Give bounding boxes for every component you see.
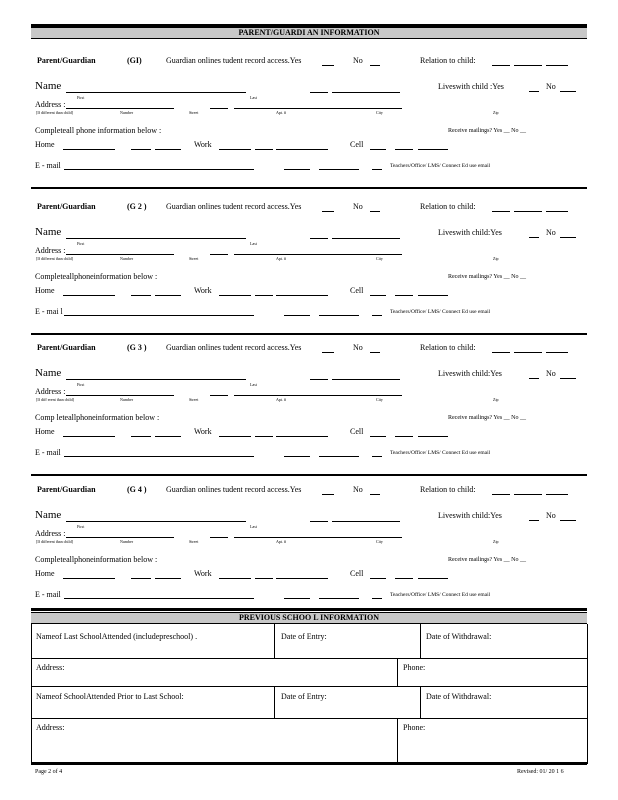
cell-phone-label: Cell (350, 569, 364, 578)
cell-phone-field-1[interactable] (370, 578, 386, 579)
address-sublabel-city: City (376, 256, 383, 261)
address-sublabel-number: Number (120, 539, 134, 544)
email-field-3[interactable] (319, 456, 359, 457)
home-phone-field-2[interactable] (131, 295, 151, 296)
email-field[interactable] (64, 598, 254, 599)
cell-phone-field-2[interactable] (395, 295, 413, 296)
last-sublabel: Last (250, 382, 257, 387)
last-name-field-2[interactable] (332, 379, 400, 380)
home-phone-field-3[interactable] (155, 295, 181, 296)
address-street-field[interactable] (210, 395, 228, 396)
relation-field-2[interactable] (514, 352, 542, 353)
section-header (31, 27, 587, 39)
lives-with-label: Liveswith child:Yes (438, 228, 502, 237)
email-field-2[interactable] (284, 456, 310, 457)
address-sublabel-number: Number (120, 256, 134, 261)
relation-field-2[interactable] (514, 65, 542, 66)
work-phone-field-1[interactable] (219, 295, 251, 296)
previous-title: PREVIOUS SCHOO L INFORMATION (238, 613, 380, 622)
guardian-block-1 (0, 42, 618, 190)
phone-label-1: Phone: (403, 663, 426, 672)
home-phone-field-1[interactable] (63, 578, 115, 579)
relation-field-3[interactable] (546, 65, 568, 66)
address-sublabel-zip: Zip (493, 397, 499, 402)
address-sublabel-apt: Apt. # (276, 539, 286, 544)
access-no-label: No (353, 202, 363, 211)
teachers-check-field[interactable] (372, 598, 382, 599)
address-sublabel-street: Street (189, 110, 199, 115)
lives-with-label: Liveswith child:Yes (438, 511, 502, 520)
teachers-check-field[interactable] (372, 456, 382, 457)
access-no-field[interactable] (370, 494, 380, 495)
address-sublabel-note: [If different than child] (36, 539, 73, 544)
row-rule-2 (31, 686, 587, 687)
relation-field-3[interactable] (546, 494, 568, 495)
address-number-field[interactable] (66, 537, 174, 538)
address-label-2: Address: (36, 723, 65, 732)
address-street-field[interactable] (210, 108, 228, 109)
access-yes-field[interactable] (322, 211, 334, 212)
relation-field-3[interactable] (546, 211, 568, 212)
last-sublabel: Last (250, 524, 257, 529)
email-field-3[interactable] (319, 315, 359, 316)
email-field[interactable] (64, 456, 254, 457)
relation-field-1[interactable] (492, 65, 510, 66)
lives-with-label: Liveswith child :Yes (438, 82, 504, 91)
phone-label-2: Phone: (403, 723, 426, 732)
lives-no-label: No (546, 82, 556, 91)
relation-label: Relation to child: (420, 343, 476, 352)
email-field[interactable] (64, 315, 254, 316)
access-no-field[interactable] (370, 211, 380, 212)
bottom-rule (31, 762, 587, 765)
cell-divider-6 (397, 718, 398, 764)
address-number-field[interactable] (66, 108, 174, 109)
online-access-label: Guardian onlines tudent record access.Yes (166, 202, 302, 211)
home-phone-label: Home (35, 427, 55, 436)
table-right-border (587, 624, 588, 764)
online-access-label: Guardian onlines tudent record access.Yes (166, 343, 302, 352)
work-phone-field-2[interactable] (255, 578, 273, 579)
row-rule-3 (31, 718, 587, 719)
address-sublabel-street: Street (189, 397, 199, 402)
mailings-label: Receive mailings? Yes __ No __ (448, 128, 526, 134)
teachers-check-field[interactable] (372, 169, 382, 170)
teachers-email-label: Teachers/Office/ LMS/ Connect Ed use email (390, 163, 491, 169)
last-name-field-1[interactable] (310, 238, 328, 239)
mailings-label: Receive mailings? Yes __ No __ (448, 274, 526, 280)
last-sublabel: Last (250, 95, 257, 100)
withdrawal-date-label-2: Date of Withdrawal: (426, 692, 492, 701)
address-sublabel-note: [If different than child] (36, 110, 73, 115)
last-name-field-1[interactable] (310, 379, 328, 380)
address-label: Address : (35, 529, 66, 538)
name-label: Name (35, 226, 62, 238)
home-phone-field-1[interactable] (63, 295, 115, 296)
email-field-2[interactable] (284, 598, 310, 599)
lives-no-label: No (546, 511, 556, 520)
lives-no-field[interactable] (560, 91, 576, 92)
address-sublabel-street: Street (189, 539, 199, 544)
home-phone-field-2[interactable] (131, 149, 151, 150)
address-sublabel-number: Number (120, 397, 134, 402)
address-street-field[interactable] (210, 537, 228, 538)
teachers-email-label: Teachers/Office/ LMS/ Connect Ed use email (390, 450, 491, 456)
address-city-field[interactable] (234, 395, 402, 396)
relation-field-1[interactable] (492, 352, 510, 353)
lives-no-label: No (546, 228, 556, 237)
first-name-field[interactable] (66, 521, 246, 522)
address-label: Address : (35, 100, 66, 109)
previous-header (31, 612, 587, 624)
access-no-field[interactable] (370, 352, 380, 353)
prior-school-label: Nameof SchoolAttended Prior to Last School: (36, 692, 184, 701)
address-city-field[interactable] (234, 537, 402, 538)
relation-field-2[interactable] (514, 494, 542, 495)
email-field-2[interactable] (284, 169, 310, 170)
home-phone-label: Home (35, 569, 55, 578)
first-name-field[interactable] (66, 238, 246, 239)
access-yes-field[interactable] (322, 352, 334, 353)
address-sublabel-street: Street (189, 256, 199, 261)
work-phone-field-3[interactable] (276, 578, 328, 579)
work-phone-label: Work (194, 569, 212, 578)
guardian-block-2 (0, 188, 618, 336)
email-label: E - mail (35, 590, 61, 599)
access-no-label: No (353, 343, 363, 352)
withdrawal-date-label: Date of Withdrawal: (426, 632, 492, 641)
work-phone-field-1[interactable] (219, 149, 251, 150)
first-sublabel: First (77, 241, 85, 246)
cell-divider-1 (274, 624, 275, 658)
email-field-2[interactable] (284, 315, 310, 316)
home-phone-field-1[interactable] (63, 149, 115, 150)
address-sublabel-city: City (376, 397, 383, 402)
address-label-1: Address: (36, 663, 65, 672)
guardian-id-label: (G 4 ) (127, 485, 147, 494)
work-phone-field-1[interactable] (219, 578, 251, 579)
work-phone-label: Work (194, 286, 212, 295)
guardian-block-4 (0, 471, 618, 619)
row-rule-1 (31, 658, 587, 659)
home-phone-label: Home (35, 286, 55, 295)
email-label: E - mai l (35, 307, 63, 316)
online-access-label: Guardian onlines tudent record access.Yes (166, 485, 302, 494)
work-phone-field-2[interactable] (255, 149, 273, 150)
address-sublabel-zip: Zip (493, 256, 499, 261)
guardian-id-label: (G 2 ) (127, 202, 147, 211)
address-sublabel-zip: Zip (493, 539, 499, 544)
cell-phone-label: Cell (350, 286, 364, 295)
home-phone-field-2[interactable] (131, 578, 151, 579)
lives-no-field[interactable] (560, 378, 576, 379)
work-phone-field-3[interactable] (276, 436, 328, 437)
lives-yes-field[interactable] (529, 237, 539, 238)
lives-no-field[interactable] (560, 520, 576, 521)
mailings-label: Receive mailings? Yes __ No __ (448, 415, 526, 421)
cell-phone-field-1[interactable] (370, 295, 386, 296)
parent-guardian-label: Parent/Guardian (37, 202, 96, 211)
first-sublabel: First (77, 95, 85, 100)
access-no-label: No (353, 485, 363, 494)
relation-label: Relation to child: (420, 485, 476, 494)
address-city-field[interactable] (234, 108, 402, 109)
table-left-border (31, 624, 32, 764)
relation-label: Relation to child: (420, 202, 476, 211)
address-sublabel-note: [If diff erent than child] (36, 397, 74, 402)
address-sublabel-apt: Apt. # (276, 397, 286, 402)
revised-date: Revised: 01/ 20 1 6 (517, 769, 564, 775)
address-label: Address : (35, 387, 66, 396)
lives-no-field[interactable] (560, 237, 576, 238)
home-phone-label: Home (35, 140, 55, 149)
teachers-check-field[interactable] (372, 315, 382, 316)
teachers-email-label: Teachers/Office/ LMS/ Connect Ed use email (390, 309, 491, 315)
address-city-field[interactable] (234, 254, 402, 255)
parent-guardian-label: Parent/Guardian (37, 343, 96, 352)
last-school-label: Nameof Last SchoolAttended (includepreschool) . (36, 632, 198, 641)
first-sublabel: First (77, 382, 85, 387)
first-name-field[interactable] (66, 92, 246, 93)
address-sublabel-number: Number (120, 110, 134, 115)
previous-top-rule (31, 608, 587, 611)
last-name-field-1[interactable] (310, 521, 328, 522)
name-label: Name (35, 367, 62, 379)
last-name-field-2[interactable] (332, 92, 400, 93)
name-label: Name (35, 80, 62, 92)
email-field-3[interactable] (319, 169, 359, 170)
access-no-label: No (353, 56, 363, 65)
email-label: E - mail (35, 161, 61, 170)
cell-phone-field-1[interactable] (370, 149, 386, 150)
access-yes-field[interactable] (322, 65, 334, 66)
cell-phone-field-3[interactable] (418, 295, 448, 296)
address-sublabel-zip: Zip (493, 110, 499, 115)
cell-phone-field-2[interactable] (395, 578, 413, 579)
entry-date-label-2: Date of Entry: (281, 692, 327, 701)
relation-field-1[interactable] (492, 494, 510, 495)
guardian-id-label: (G 3 ) (127, 343, 147, 352)
email-field[interactable] (64, 169, 254, 170)
cell-phone-field-2[interactable] (395, 149, 413, 150)
phone-info-label: Completeallphoneinformation below : (35, 272, 158, 281)
cell-divider-5 (420, 686, 421, 718)
phone-info-label: Completeallphoneinformation below : (35, 555, 158, 564)
address-sublabel-city: City (376, 539, 383, 544)
lives-yes-field[interactable] (529, 378, 539, 379)
home-phone-field-3[interactable] (155, 436, 181, 437)
work-phone-field-3[interactable] (276, 149, 328, 150)
cell-phone-label: Cell (350, 427, 364, 436)
cell-divider-3 (397, 658, 398, 686)
phone-info-label: Comp leteallphoneinformation below : (35, 413, 160, 422)
address-label: Address : (35, 246, 66, 255)
lives-no-label: No (546, 369, 556, 378)
home-phone-field-2[interactable] (131, 436, 151, 437)
online-access-label: Guardian onlines tudent record access.Yes (166, 56, 302, 65)
relation-label: Relation to child: (420, 56, 476, 65)
work-phone-label: Work (194, 140, 212, 149)
address-sublabel-apt: Apt. # (276, 256, 286, 261)
relation-field-3[interactable] (546, 352, 568, 353)
cell-phone-field-3[interactable] (418, 578, 448, 579)
work-phone-field-2[interactable] (255, 295, 273, 296)
teachers-email-label: Teachers/Office/ LMS/ Connect Ed use email (390, 592, 491, 598)
home-phone-field-3[interactable] (155, 578, 181, 579)
first-name-field[interactable] (66, 379, 246, 380)
entry-date-label: Date of Entry: (281, 632, 327, 641)
last-name-field-2[interactable] (332, 521, 400, 522)
work-phone-field-3[interactable] (276, 295, 328, 296)
cell-phone-field-3[interactable] (418, 436, 448, 437)
parent-guardian-label: Parent/Guardian (37, 56, 96, 65)
section-title: PARENT/GUARDI AN INFORMATION (238, 28, 380, 37)
last-sublabel: Last (250, 241, 257, 246)
address-number-field[interactable] (66, 254, 174, 255)
cell-phone-label: Cell (350, 140, 364, 149)
parent-guardian-label: Parent/Guardian (37, 485, 96, 494)
lives-with-label: Liveswith child:Yes (438, 369, 502, 378)
page-number: Page 2 of 4 (35, 769, 63, 775)
address-sublabel-city: City (376, 110, 383, 115)
name-label: Name (35, 509, 62, 521)
relation-field-1[interactable] (492, 211, 510, 212)
guardian-id-label: (GI) (127, 56, 142, 65)
address-sublabel-note: [If different than child] (36, 256, 73, 261)
address-number-field[interactable] (66, 395, 174, 396)
relation-field-2[interactable] (514, 211, 542, 212)
last-name-field-2[interactable] (332, 238, 400, 239)
address-street-field[interactable] (210, 254, 228, 255)
work-phone-field-2[interactable] (255, 436, 273, 437)
access-yes-field[interactable] (322, 494, 334, 495)
work-phone-field-1[interactable] (219, 436, 251, 437)
cell-divider-2 (420, 624, 421, 658)
cell-phone-field-3[interactable] (418, 149, 448, 150)
phone-info-label: Completeall phone information below : (35, 126, 162, 135)
mailings-label: Receive mailings? Yes __ No __ (448, 557, 526, 563)
email-label: E - mail (35, 448, 61, 457)
email-field-3[interactable] (319, 598, 359, 599)
guardian-block-3 (0, 329, 618, 477)
address-sublabel-apt: Apt. # (276, 110, 286, 115)
lives-yes-field[interactable] (529, 91, 539, 92)
cell-phone-field-2[interactable] (395, 436, 413, 437)
last-name-field-1[interactable] (310, 92, 328, 93)
access-no-field[interactable] (370, 65, 380, 66)
work-phone-label: Work (194, 427, 212, 436)
cell-divider-4 (274, 686, 275, 718)
cell-phone-field-1[interactable] (370, 436, 386, 437)
lives-yes-field[interactable] (529, 520, 539, 521)
first-sublabel: First (77, 524, 85, 529)
home-phone-field-3[interactable] (155, 149, 181, 150)
home-phone-field-1[interactable] (63, 436, 115, 437)
